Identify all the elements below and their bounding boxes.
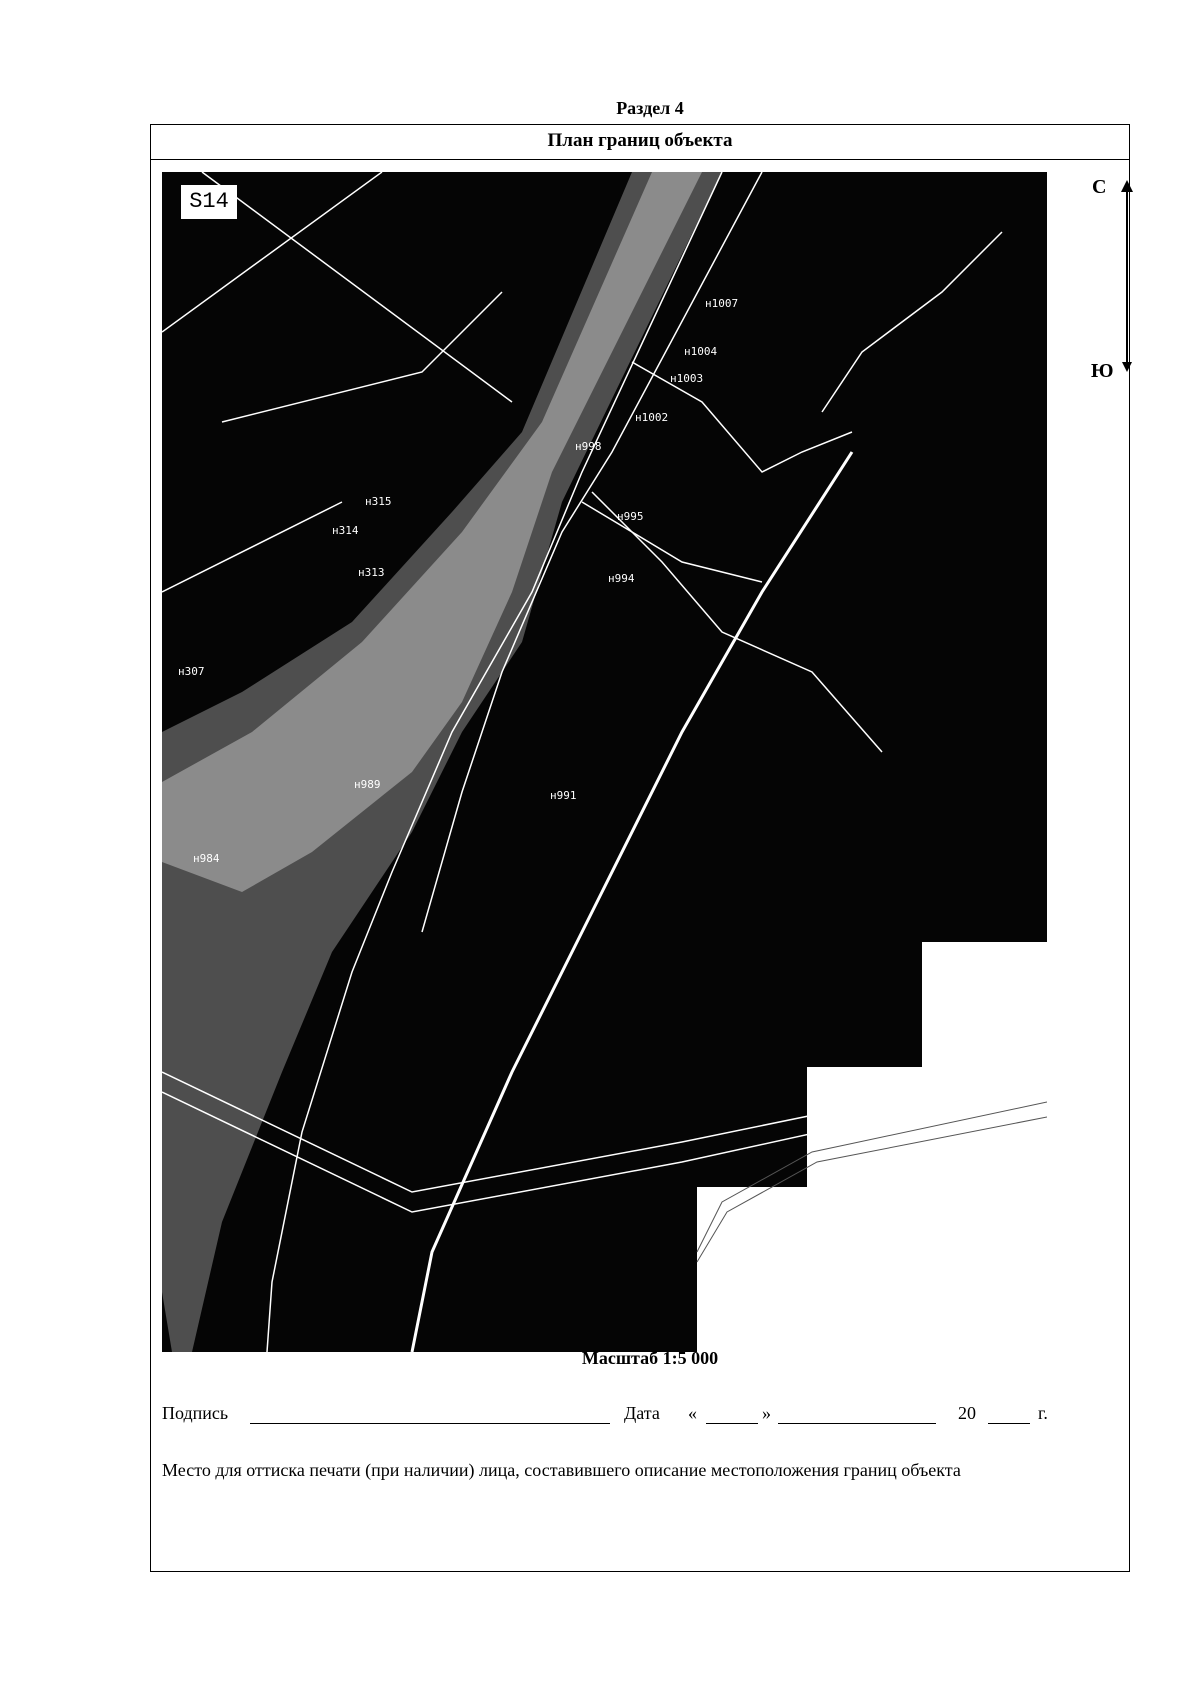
quote-open: «: [688, 1403, 697, 1423]
point-label: н315: [365, 495, 392, 508]
point-label: н998: [575, 440, 602, 453]
map-scale: Масштаб 1:5 000: [581, 1348, 719, 1368]
point-label: н1007: [705, 297, 739, 310]
point-label: н995: [617, 510, 644, 523]
point-label: н307: [178, 665, 205, 678]
compass-axis: [1126, 188, 1128, 366]
boundary-plan-map: [162, 172, 1047, 1352]
point-label: н989: [354, 778, 381, 791]
stamp-place-text: Место для оттиска печати (при наличии) лица, составившего описание местоположения границ объекта: [162, 1460, 961, 1480]
year-prefix: 20: [958, 1403, 976, 1423]
date-label: Дата: [624, 1403, 660, 1423]
point-label: н994: [608, 572, 635, 585]
compass-north-label: С: [1092, 176, 1107, 198]
section-title: Раздел 4: [616, 98, 684, 118]
date-year-field[interactable]: [988, 1423, 1030, 1424]
signature-field[interactable]: [250, 1423, 610, 1424]
point-label: н1002: [635, 411, 669, 424]
year-suffix: г.: [1038, 1403, 1048, 1423]
point-label: н991: [550, 789, 577, 802]
date-day-field[interactable]: [706, 1423, 758, 1424]
point-label: н1003: [670, 372, 704, 385]
point-label: н1004: [684, 345, 718, 358]
map-sheet-label: S14: [181, 185, 237, 219]
point-label: н314: [332, 524, 359, 537]
frame-title: План границ объекта: [151, 125, 1129, 160]
date-month-field[interactable]: [778, 1423, 936, 1424]
compass-south-label: Ю: [1091, 360, 1114, 382]
south-arrow-icon: [1122, 362, 1132, 372]
point-label: н313: [358, 566, 385, 579]
quote-close: »: [762, 1403, 771, 1423]
point-label: н984: [193, 852, 220, 865]
signature-row: [162, 1403, 1062, 1427]
signature-label: Подпись: [162, 1403, 229, 1423]
